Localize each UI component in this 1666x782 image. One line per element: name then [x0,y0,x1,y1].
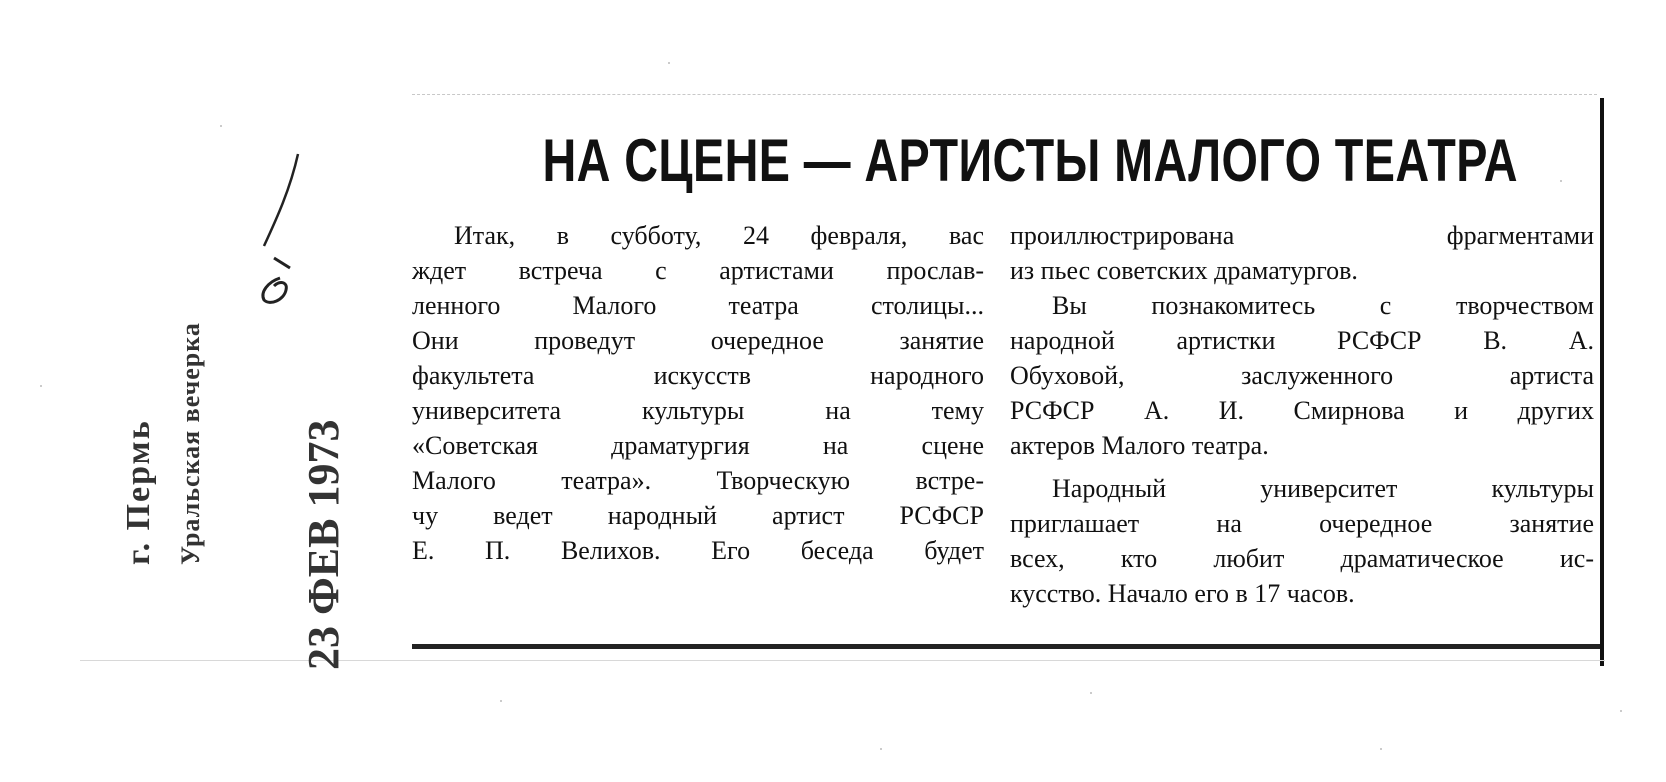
text-line: проиллюстрирована фрагментами [1010,221,1594,250]
text-line: факультета искусств народного [412,361,984,390]
text-line: народной артистки РСФСР В. А. [1010,326,1594,355]
text-line: «Советская драматургия на сцене [412,431,984,460]
stamp-date: 23 ФЕВ 1973 [299,419,348,670]
handwritten-mark [250,150,320,310]
text-line: ждет встреча с артистами прослав- [412,256,984,285]
text-line: кусство. Начало его в 17 часов. [1010,579,1355,608]
article-column-1 [412,218,984,568]
text-line: университета культуры на тему [412,396,984,425]
text-line: РСФСР А. И. Смирнова и других [1010,396,1594,425]
text-line: Обуховой, заслуженного артиста [1010,361,1594,390]
text-line: Вы познакомитесь с творчеством [1052,291,1594,320]
text-line: Они проведут очередное занятие [412,326,984,355]
text-line: актеров Малого театра. [1010,431,1269,460]
text-line: ленного Малого театра столицы... [412,291,984,320]
article-headline: НА СЦЕНЕ — АРТИСТЫ МАЛОГО ТЕАТРА [542,127,1518,194]
stamp-newspaper: Уральская вечерка [176,322,205,565]
text-line: Итак, в субботу, 24 февраля, вас [454,221,984,250]
text-line: приглашает на очередное занятие [1010,509,1594,538]
article-column-2 [1010,218,1594,611]
stamp-city: г. Пермь [120,419,157,565]
text-line: Малого театра». Творческую встре- [412,466,984,495]
text-line: из пьес советских драматургов. [1010,256,1358,285]
text-line: всех, кто любит драматическое ис- [1010,544,1594,573]
bottom-rule [412,644,1600,649]
right-column-rule [1600,98,1604,666]
top-border [412,94,1597,95]
text-line: чу ведет народный артист РСФСР [412,501,984,530]
text-line: Е. П. Велихов. Его беседа будет [412,536,984,565]
text-line: Народный университет культуры [1052,474,1594,503]
